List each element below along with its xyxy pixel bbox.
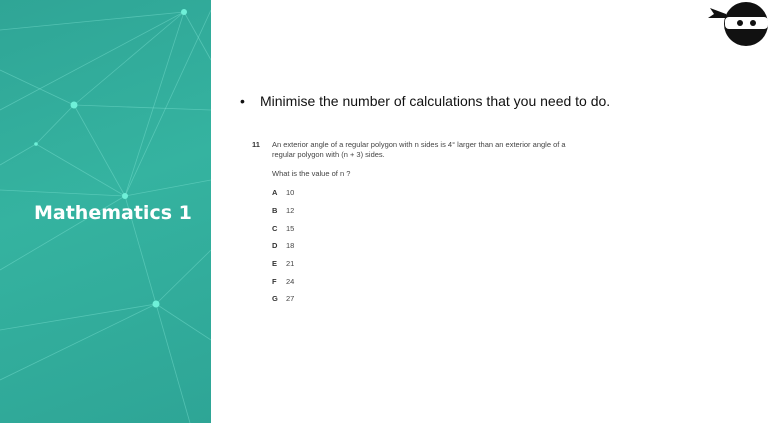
tip-text: Minimise the number of calculations that you need to do. [260,93,611,109]
option-letter: F [272,277,277,286]
question-prompt: What is the value of n ? [272,169,351,178]
option-letter: A [272,188,278,197]
tip-bullet [240,93,610,109]
option-g [272,294,294,303]
option-value: 12 [286,206,295,215]
ninja-icon [708,0,768,48]
option-b [272,206,294,215]
option-letter: C [272,224,278,233]
option-f [272,277,294,286]
bullet-icon: • [240,93,245,109]
question-text: An exterior angle of a regular polygon with n sides is 4° larger than an exterior angle of a regular polygon with (n + 3) sides. [272,140,566,159]
option-value: 27 [286,294,295,303]
option-letter: B [272,206,278,215]
option-value: 21 [286,259,295,268]
option-e [272,259,294,268]
option-letter: G [272,294,278,303]
option-value: 24 [286,277,295,286]
question-number: 11 [252,140,260,149]
option-letter: D [272,241,278,250]
option-value: 10 [286,188,295,197]
option-c [272,224,294,233]
option-value: 15 [286,224,295,233]
option-letter: E [272,259,278,268]
sidebar-panel [0,0,211,423]
ninja-logo [708,0,768,48]
option-value: 18 [286,241,295,250]
option-a [272,188,294,197]
option-d [272,241,294,250]
slide-title: Mathematics 1 [34,202,192,224]
